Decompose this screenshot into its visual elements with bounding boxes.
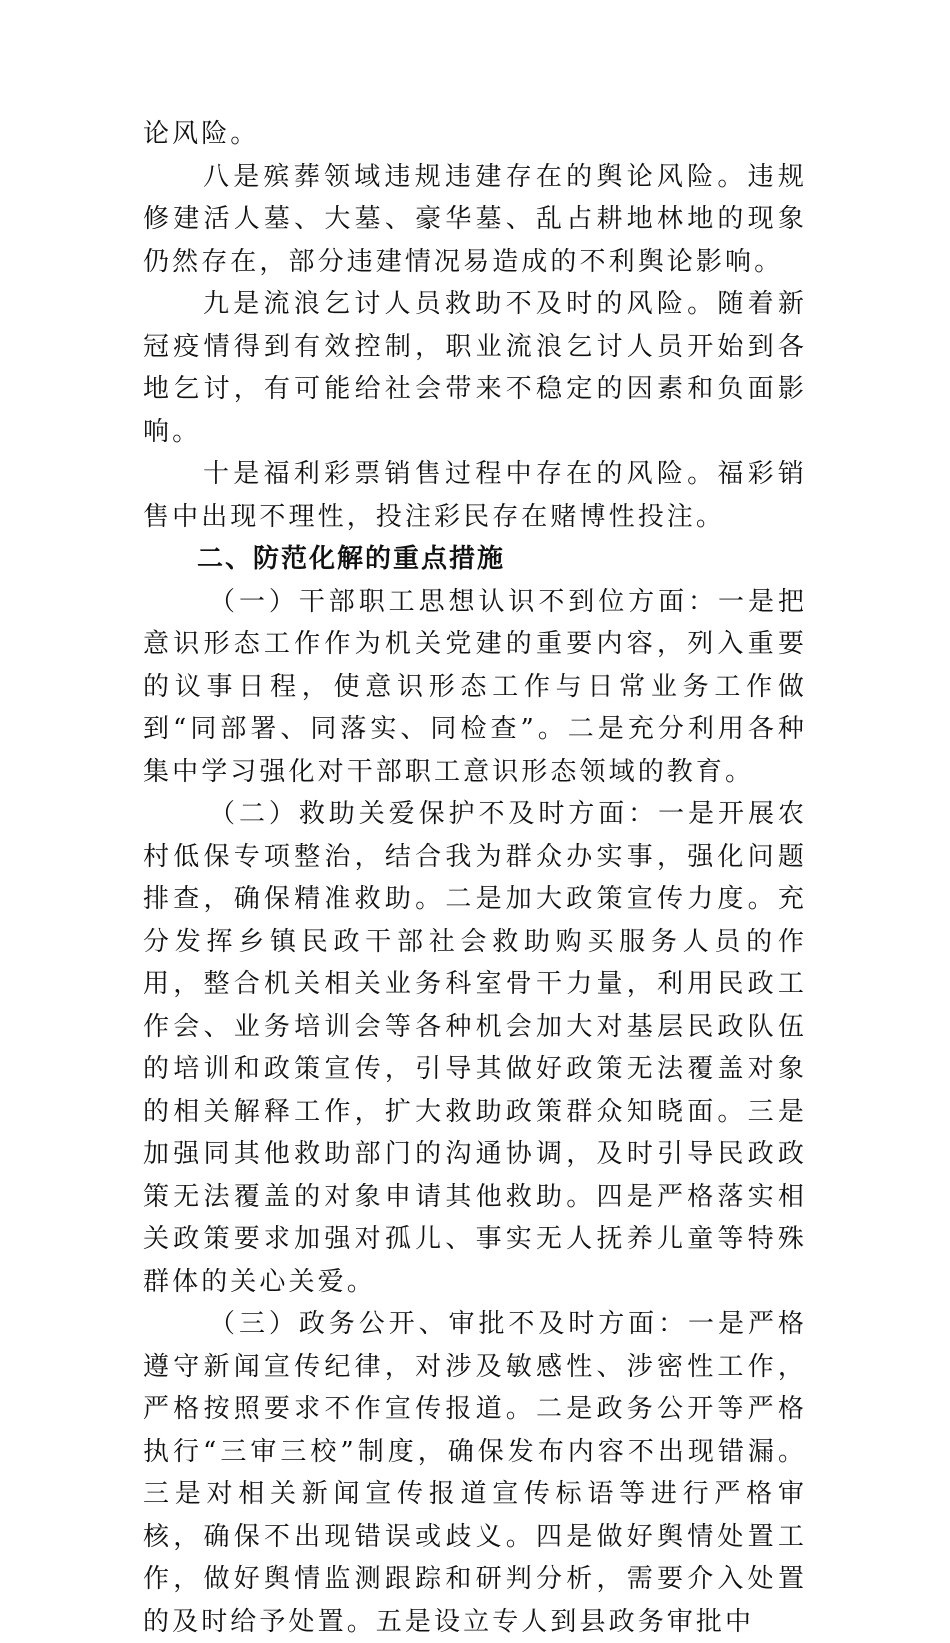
paragraph-risk-8: 八是殡葬领域违规违建存在的舆论风险。违规修建活人墓、大墓、豪华墓、乱占耕地林地的现象仍然存在，部分违建情况易造成的不利舆论影响。 bbox=[143, 161, 807, 277]
paragraph-risk-10: 十是福利彩票销售过程中存在的风险。福彩销售中出现不理性，投注彩民存在赌博性投注。 bbox=[143, 459, 807, 532]
document-page bbox=[143, 113, 807, 1643]
paragraph-risk-9: 九是流浪乞讨人员救助不及时的风险。随着新冠疫情得到有效控制，职业流浪乞讨人员开始到各地乞讨，有可能给社会带来不稳定的因素和负面影响。 bbox=[143, 289, 807, 447]
section-heading: 二、防范化解的重点措施 bbox=[197, 544, 506, 574]
paragraph-measure-1: （一）干部职工思想认识不到位方面：一是把意识形态工作作为机关党建的重要内容，列入重要的议事日程，使意识形态工作与日常业务工作做到“同部署、同落实、同检查”。二是充分利用各种集中学习强化对干部职工意识形态领域的教育。 bbox=[143, 586, 807, 787]
paragraph-measure-3: （三）政务公开、审批不及时方面：一是严格遵守新闻宣传纪律，对涉及敏感性、涉密性工作，严格按照要求不作宣传报道。二是政务公开等严格执行“三审三校”制度，确保发布内容不出现错漏。三是对相关新闻宣传报道宣传标语等进行严格审核，确保不出现错误或歧义。四是做好舆情处置工作，做好舆情监测跟踪和研判分析，需要介入处置的及时给予处置。五是设立专人到县政务审批中 bbox=[143, 1309, 807, 1637]
paragraph-continuation: 论风险。 bbox=[143, 119, 260, 149]
paragraph-measure-2: （二）救助关爱保护不及时方面：一是开展农村低保专项整治，结合我为群众办实事，强化问题排查，确保精准救助。二是加大政策宣传力度。充分发挥乡镇民政干部社会救助购买服务人员的作用，整合机关相关业务科室骨干力量，利用民政工作会、业务培训会等各种机会加大对基层民政队伍的培训和政策宣传，引导其做好政策无法覆盖对象的相关解释工作，扩大救助政策群众知晓面。三是加强同其他救助部门的沟通协调，及时引导民政政策无法覆盖的对象申请其他救助。四是严格落实相关政策要求加强对孤儿、事实无人抚养儿童等特殊群体的关心关爱。 bbox=[143, 799, 807, 1297]
